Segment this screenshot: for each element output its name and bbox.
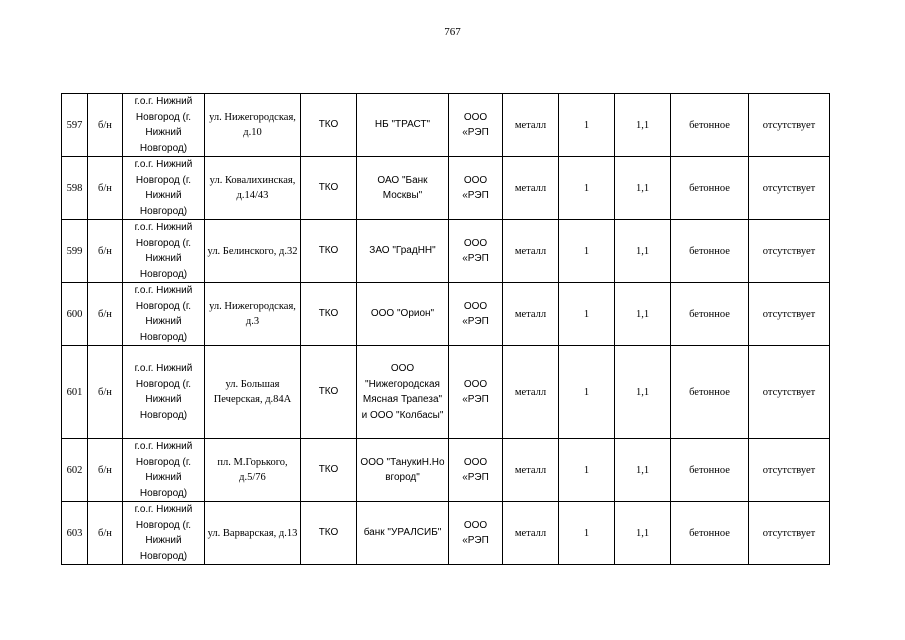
count-cell: 1 <box>559 283 615 346</box>
operator-cell: ООО «РЭП <box>449 94 503 157</box>
doc-number: б/н <box>88 94 123 157</box>
table-row <box>62 94 830 157</box>
material-cell: металл <box>503 220 559 283</box>
waste-type-cell: ТКО <box>301 94 357 157</box>
surface-cell: бетонное <box>671 157 749 220</box>
address-cell: пл. М.Горького, д.5/76 <box>205 439 301 502</box>
material-cell: металл <box>503 439 559 502</box>
owner-cell: ООО "Нижегородская Мясная Трапеза" и ООО "Колбасы" <box>357 346 449 439</box>
district-cell: г.о.г. Нижний Новгород (г. Нижний Новгород) <box>123 94 205 157</box>
address-cell: ул. Ковалихинская, д.14/43 <box>205 157 301 220</box>
material-cell: металл <box>503 346 559 439</box>
row-number: 601 <box>62 346 88 439</box>
address-cell: ул. Варварская, д.13 <box>205 502 301 565</box>
surface-cell: бетонное <box>671 283 749 346</box>
surface-cell: бетонное <box>671 439 749 502</box>
surface-cell: бетонное <box>671 502 749 565</box>
address-cell: ул. Нижегородская, д.10 <box>205 94 301 157</box>
material-cell: металл <box>503 94 559 157</box>
operator-cell: ООО «РЭП <box>449 283 503 346</box>
row-number: 603 <box>62 502 88 565</box>
page-number: 767 <box>444 26 461 38</box>
doc-number: б/н <box>88 502 123 565</box>
operator-cell: ООО «РЭП <box>449 157 503 220</box>
fence-cell: отсутствует <box>749 346 830 439</box>
waste-type-cell: ТКО <box>301 439 357 502</box>
volume-cell: 1,1 <box>615 94 671 157</box>
waste-type-cell: ТКО <box>301 157 357 220</box>
surface-cell: бетонное <box>671 94 749 157</box>
district-cell: г.о.г. Нижний Новгород (г. Нижний Новгород) <box>123 220 205 283</box>
district-cell: г.о.г. Нижний Новгород (г. Нижний Новгород) <box>123 283 205 346</box>
row-number: 600 <box>62 283 88 346</box>
owner-cell: банк "УРАЛСИБ" <box>357 502 449 565</box>
operator-cell: ООО «РЭП <box>449 502 503 565</box>
district-cell: г.о.г. Нижний Новгород (г. Нижний Новгород) <box>123 157 205 220</box>
address-cell: ул. Большая Печерская, д.84А <box>205 346 301 439</box>
volume-cell: 1,1 <box>615 283 671 346</box>
operator-cell: ООО «РЭП <box>449 439 503 502</box>
waste-type-cell: ТКО <box>301 346 357 439</box>
table-row <box>62 502 830 565</box>
address-cell: ул. Белинского, д.32 <box>205 220 301 283</box>
operator-cell: ООО «РЭП <box>449 346 503 439</box>
volume-cell: 1,1 <box>615 502 671 565</box>
owner-cell: НБ "ТРАСТ" <box>357 94 449 157</box>
row-number: 602 <box>62 439 88 502</box>
doc-number: б/н <box>88 283 123 346</box>
waste-type-cell: ТКО <box>301 502 357 565</box>
material-cell: металл <box>503 502 559 565</box>
table-row <box>62 157 830 220</box>
volume-cell: 1,1 <box>615 439 671 502</box>
count-cell: 1 <box>559 502 615 565</box>
district-cell: г.о.г. Нижний Новгород (г. Нижний Новгород) <box>123 502 205 565</box>
doc-number: б/н <box>88 346 123 439</box>
row-number: 599 <box>62 220 88 283</box>
fence-cell: отсутствует <box>749 439 830 502</box>
district-cell: г.о.г. Нижний Новгород (г. Нижний Новгород) <box>123 439 205 502</box>
waste-type-cell: ТКО <box>301 283 357 346</box>
volume-cell: 1,1 <box>615 220 671 283</box>
operator-cell: ООО «РЭП <box>449 220 503 283</box>
count-cell: 1 <box>559 346 615 439</box>
count-cell: 1 <box>559 94 615 157</box>
doc-number: б/н <box>88 439 123 502</box>
fence-cell: отсутствует <box>749 283 830 346</box>
count-cell: 1 <box>559 220 615 283</box>
owner-cell: ООО "ТанукиН.Новгород" <box>357 439 449 502</box>
district-cell: г.о.г. Нижний Новгород (г. Нижний Новгород) <box>123 346 205 439</box>
surface-cell: бетонное <box>671 346 749 439</box>
doc-number: б/н <box>88 157 123 220</box>
count-cell: 1 <box>559 157 615 220</box>
count-cell: 1 <box>559 439 615 502</box>
volume-cell: 1,1 <box>615 346 671 439</box>
address-cell: ул. Нижегородская, д.3 <box>205 283 301 346</box>
table-row <box>62 220 830 283</box>
owner-cell: ООО "Орион" <box>357 283 449 346</box>
table-row <box>62 346 830 439</box>
table-row <box>62 439 830 502</box>
doc-number: б/н <box>88 220 123 283</box>
fence-cell: отсутствует <box>749 220 830 283</box>
fence-cell: отсутствует <box>749 94 830 157</box>
surface-cell: бетонное <box>671 220 749 283</box>
row-number: 597 <box>62 94 88 157</box>
registry-table <box>61 93 830 565</box>
fence-cell: отсутствует <box>749 157 830 220</box>
waste-type-cell: ТКО <box>301 220 357 283</box>
fence-cell: отсутствует <box>749 502 830 565</box>
material-cell: металл <box>503 157 559 220</box>
owner-cell: ОАО "Банк Москвы" <box>357 157 449 220</box>
material-cell: металл <box>503 283 559 346</box>
owner-cell: ЗАО "ГрадНН" <box>357 220 449 283</box>
row-number: 598 <box>62 157 88 220</box>
table-row <box>62 283 830 346</box>
volume-cell: 1,1 <box>615 157 671 220</box>
